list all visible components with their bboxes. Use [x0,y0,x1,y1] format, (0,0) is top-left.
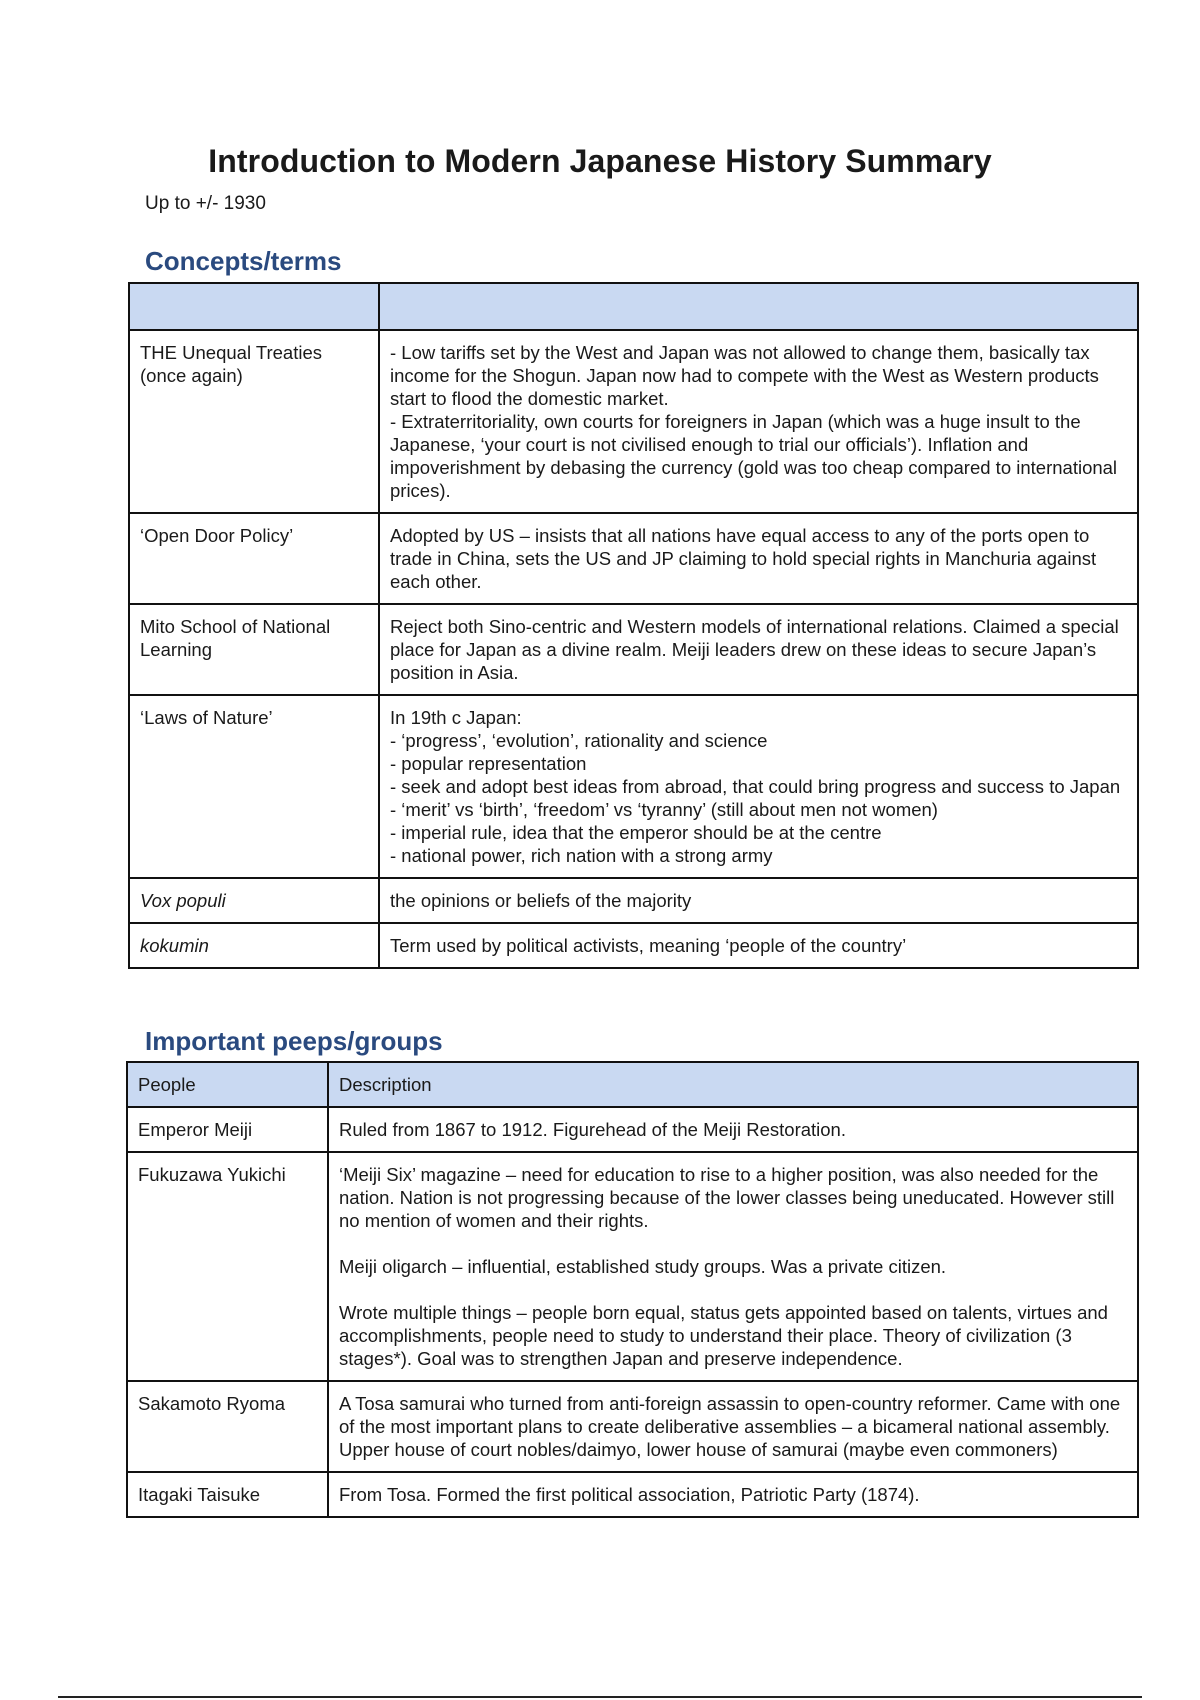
table-row [129,923,1138,968]
people-header-description: Description [328,1062,1138,1107]
person-description: A Tosa samurai who turned from anti-foreign assassin to open-country reformer. Came with one of the most important plans to create deliberative assemblies – a bicameral national assembly. Upper house of court nobles/daimyo, lower house of samurai (maybe even commoners) [339,1393,1121,1460]
concepts-heading: Concepts/terms [145,246,342,276]
person-name: Fukuzawa Yukichi [127,1152,328,1381]
concept-term: Vox populi [140,890,226,911]
person-name: Itagaki Taisuke [127,1472,328,1517]
table-row [129,513,1138,604]
people-heading: Important peeps/groups [145,1026,443,1056]
concepts-table [128,282,1139,969]
concept-definition: - Low tariffs set by the West and Japan was not allowed to change them, basically tax income for the Shogun. Japan now had to compete with the West as Western products start to flood the domestic market. - Extraterritoriality, own courts for foreigners in Japan (which was a huge insult to the Japanese, ‘your court is not civilised enough to trial our officials’). Inflation and impoverishment by debasing the currency (gold was too cheap compared to international prices). [390,342,1118,501]
concepts-table-header [129,283,1138,330]
table-row [129,695,1138,878]
document-title: Introduction to Modern Japanese History Summary [208,143,992,179]
person-name: Emperor Meiji [127,1107,328,1152]
table-row [129,878,1138,923]
table-row [127,1381,1138,1472]
concept-term: ‘Laws of Nature’ [140,707,273,728]
table-row [127,1152,1138,1381]
document-subtitle: Up to +/- 1930 [145,193,266,214]
concept-term: Mito School of National Learning [140,616,331,660]
person-description: Ruled from 1867 to 1912. Figurehead of the Meiji Restoration. [339,1119,846,1140]
table-row [127,1107,1138,1152]
concept-term: kokumin [140,935,209,956]
person-description: Meiji oligarch – influential, established study groups. Was a private citizen. [339,1256,947,1277]
concepts-header-definition [379,283,1138,330]
concept-definition: Adopted by US – insists that all nations have equal access to any of the ports open to trade in China, sets the US and JP claiming to hold special rights in Manchuria against each other. [390,525,1097,592]
table-row [129,330,1138,513]
table-row [127,1472,1138,1517]
concept-definition: Reject both Sino-centric and Western models of international relations. Claimed a special place for Japan as a divine realm. Meiji leaders drew on these ideas to secure Japan’s position in Asia. [390,616,1119,683]
table-row [129,604,1138,695]
people-table [126,1061,1139,1518]
concept-definition: Term used by political activists, meaning ‘people of the country’ [390,935,907,956]
concept-definition: In 19th c Japan: - ‘progress’, ‘evolution’, rationality and science - popular representation - seek and adopt best ideas from abroad, that could bring progress and success to Japan - ‘merit’ vs ‘birth’, ‘freedom’ vs ‘tyranny’ (still about men not women) - imperial rule, idea that the emperor should be at the centre - national power, rich nation with a strong army [390,707,1121,866]
person-description: ‘Meiji Six’ magazine – need for education to rise to a higher position, was also needed for the nation. Nation is not progressing because of the lower classes being uneducated. However still no mention of women and their rights. [339,1164,1115,1231]
bottom-divider [58,1696,1142,1698]
concepts-header-term [129,283,379,330]
person-description: From Tosa. Formed the first political association, Patriotic Party (1874). [339,1484,920,1505]
person-name: Sakamoto Ryoma [127,1381,328,1472]
people-table-header [127,1062,1138,1107]
person-description: Wrote multiple things – people born equal, status gets appointed based on talents, virtues and accomplishments, people need to study to understand their place. Theory of civilization (3 stages*). Goal was to strengthen Japan and preserve independence. [339,1302,1108,1369]
people-header-name: People [127,1062,328,1107]
concept-term: ‘Open Door Policy’ [140,525,294,546]
concept-definition: the opinions or beliefs of the majority [390,890,692,911]
concept-term: THE Unequal Treaties (once again) [140,342,323,386]
